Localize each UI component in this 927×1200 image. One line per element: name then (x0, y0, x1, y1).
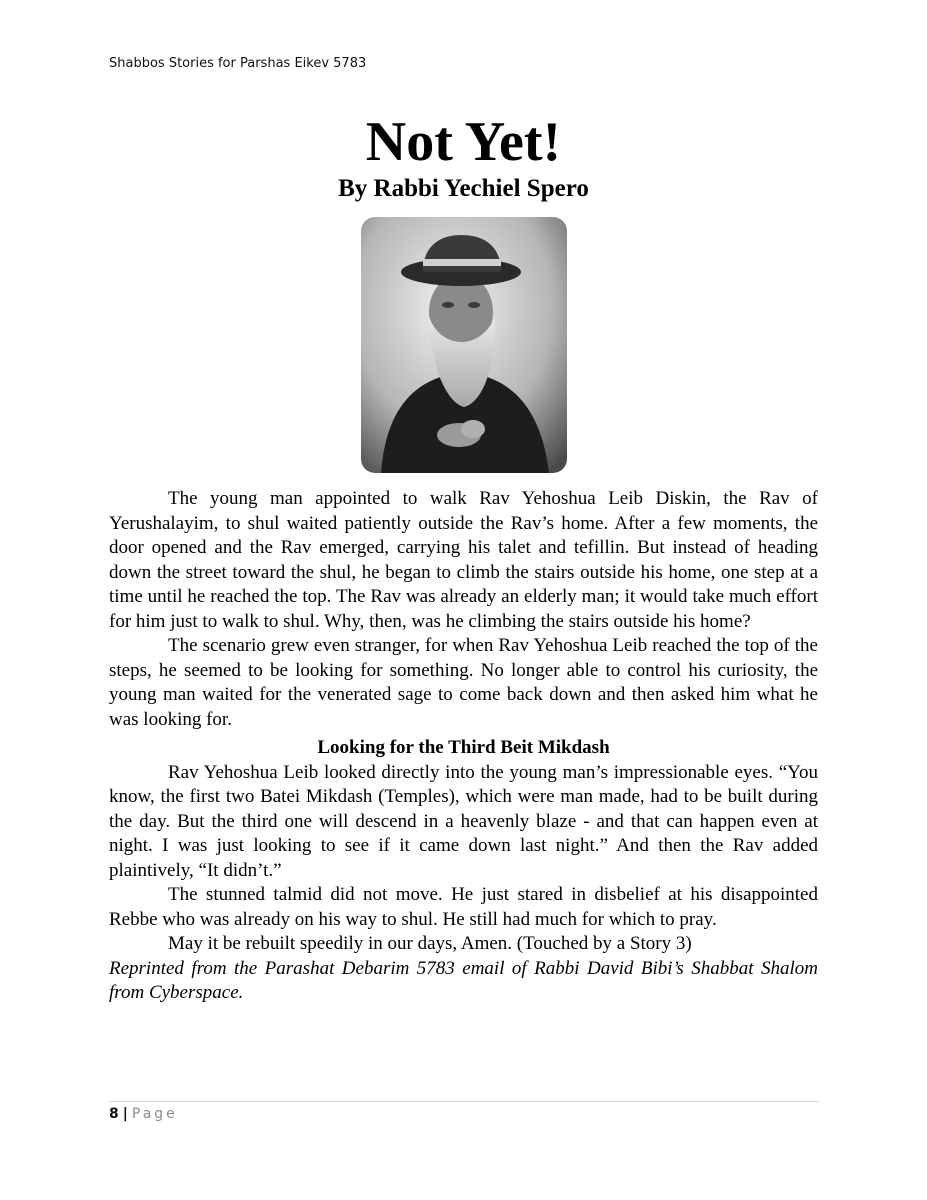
paragraph: The young man appointed to walk Rav Yehoshua Leib Diskin, the Rav of Yerushalayim, to shul waited patiently outside the Rav’s home. After a few moments, the door opened and the Rav emerged, carrying his talet and tefillin. But instead of heading down the street toward the shul, he began to climb the stairs outside his home, one step at a time until he reached the top. The Rav was already an elderly man; it would take much effort for him just to walk to shul. Why, then, was he climbing the stairs outside his home? (109, 488, 818, 632)
section-heading: Looking for the Third Beit Mikdash (317, 737, 610, 758)
paragraph: Rav Yehoshua Leib looked directly into the young man’s impressionable eyes. “You know, the first two Batei Mikdash (Temples), which were man made, had to be built during the day. But the third one will descend in a heavenly blaze - and that can happen even at night. I was just looking to see if it came down last night.” And then the Rav added plaintively, “It didn’t.” (109, 761, 818, 881)
page-label: Page (131, 1106, 178, 1122)
page-footer (109, 1106, 178, 1122)
paragraph: The scenario grew even stranger, for when Rav Yehoshua Leib reached the top of the steps, he seemed to be looking for something. No longer able to control his curiosity, the young man waited for the venerated sage to come back down and then asked him what he was looking for. (109, 635, 818, 730)
paragraph: The stunned talmid did not move. He just stared in disbelief at his disappointed Rebbe who was already on his way to shul. He still had much for which to pray. (109, 884, 818, 930)
article-title: Not Yet! (365, 111, 562, 173)
portrait-photo (361, 217, 567, 473)
paragraph: May it be rebuilt speedily in our days, Amen. (Touched by a Story 3) (168, 933, 692, 954)
reprint-note: Reprinted from the Parashat Debarim 5783 email of Rabbi David Bibi’s Shabbat Shalom from Cyberspace. (109, 957, 818, 1003)
footer-divider (109, 1101, 819, 1102)
running-header: Shabbos Stories for Parshas Eikev 5783 (109, 56, 367, 71)
article-body (109, 487, 818, 1006)
footer-separator: | (122, 1106, 128, 1122)
article-byline: By Rabbi Yechiel Spero (338, 175, 589, 202)
page-number: 8 (109, 1106, 119, 1122)
